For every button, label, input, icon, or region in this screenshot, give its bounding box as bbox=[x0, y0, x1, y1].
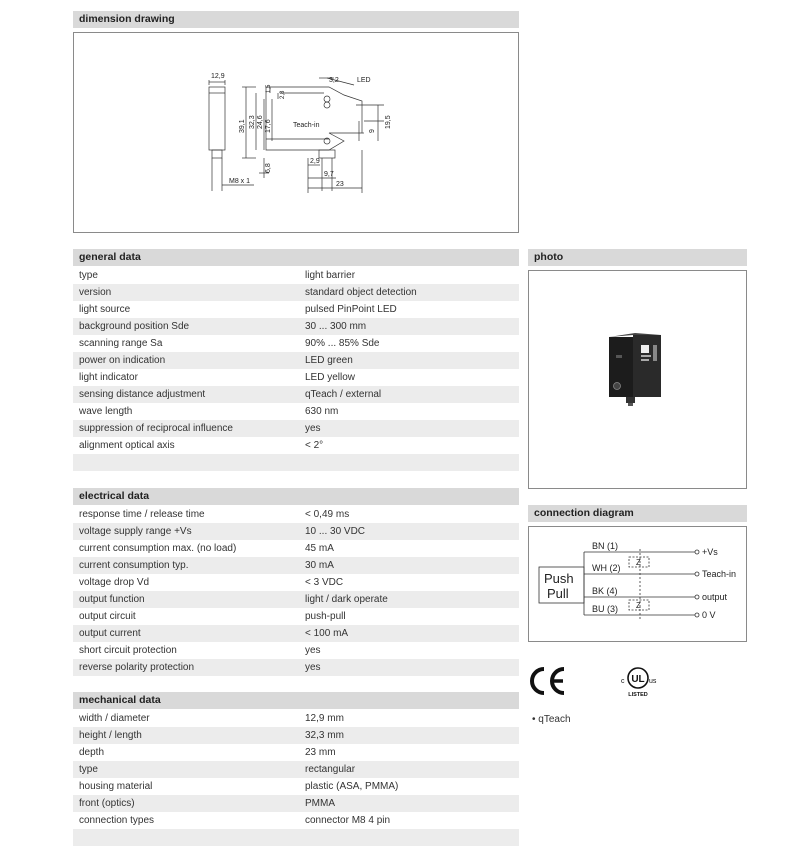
ul-us-text: us bbox=[649, 678, 657, 685]
table-row bbox=[73, 591, 519, 608]
row-value: pulsed PinPoint LED bbox=[305, 304, 397, 315]
row-label: response time / release time bbox=[79, 509, 205, 520]
table-row bbox=[73, 352, 519, 369]
dim-label: 32,3 bbox=[249, 115, 256, 129]
dim-label: 6,8 bbox=[265, 163, 272, 173]
photo-frame bbox=[528, 270, 747, 489]
dim-label: 24,6 bbox=[257, 115, 264, 129]
table-row bbox=[73, 301, 519, 318]
table-row bbox=[73, 625, 519, 642]
wire-signal: Teach-in bbox=[702, 569, 737, 579]
row-label: output function bbox=[79, 594, 145, 605]
table-row bbox=[73, 727, 519, 744]
connection-diagram-frame bbox=[528, 526, 747, 642]
feature-item bbox=[532, 714, 571, 725]
table-row bbox=[73, 284, 519, 301]
photo-header: photo bbox=[528, 249, 747, 266]
row-label: background position Sde bbox=[79, 321, 190, 332]
connection-diagram bbox=[529, 527, 746, 641]
row-label: power on indication bbox=[79, 355, 166, 366]
dim-label: LED bbox=[357, 77, 371, 84]
ul-listed-text: LISTED bbox=[628, 692, 648, 698]
table-row bbox=[73, 795, 519, 812]
table-row bbox=[73, 642, 519, 659]
row-label: voltage drop Vd bbox=[79, 577, 150, 588]
table-row bbox=[73, 540, 519, 557]
dim-label: 19,5 bbox=[385, 115, 392, 129]
row-label: alignment optical axis bbox=[79, 440, 175, 451]
row-label: type bbox=[79, 764, 98, 775]
ce-mark-icon bbox=[527, 666, 569, 696]
row-value: 30 ... 300 mm bbox=[305, 321, 367, 332]
row-label: height / length bbox=[79, 730, 142, 741]
table-row bbox=[73, 437, 519, 454]
row-value: < 100 mA bbox=[305, 628, 349, 639]
row-value: 45 mA bbox=[305, 543, 334, 554]
wire-signal: +Vs bbox=[702, 547, 718, 557]
table-row bbox=[73, 386, 519, 403]
row-label: housing material bbox=[79, 781, 153, 792]
row-label: light indicator bbox=[79, 372, 138, 383]
dim-label: 9 bbox=[369, 129, 376, 133]
row-value: 32,3 mm bbox=[305, 730, 344, 741]
row-value: PMMA bbox=[305, 798, 335, 809]
wire-signal: 0 V bbox=[702, 610, 716, 620]
row-label: current consumption max. (no load) bbox=[79, 543, 237, 554]
row-value: standard object detection bbox=[305, 287, 417, 298]
pull-label: Pull bbox=[547, 586, 569, 601]
row-label: type bbox=[79, 270, 98, 281]
row-label: reverse polarity protection bbox=[79, 662, 195, 673]
row-value: qTeach / external bbox=[305, 389, 382, 400]
row-label: output current bbox=[79, 628, 141, 639]
zener-label: Z bbox=[636, 558, 641, 567]
table-row bbox=[73, 574, 519, 591]
dim-label: 1,5 bbox=[266, 84, 272, 93]
row-value: 630 nm bbox=[305, 406, 339, 417]
row-value: yes bbox=[305, 423, 321, 434]
dimension-drawing-header: dimension drawing bbox=[73, 11, 519, 28]
table-row bbox=[73, 523, 519, 540]
ul-listed-mark-icon bbox=[613, 665, 663, 699]
table-row bbox=[73, 710, 519, 727]
dim-label: 17,6 bbox=[265, 119, 272, 133]
row-label: current consumption typ. bbox=[79, 560, 189, 571]
table-row bbox=[73, 506, 519, 523]
table-row bbox=[73, 829, 519, 846]
bullet-icon: • bbox=[532, 714, 536, 725]
row-value: light barrier bbox=[305, 270, 356, 281]
row-label: depth bbox=[79, 747, 105, 758]
row-label: light source bbox=[79, 304, 131, 315]
table-row bbox=[73, 761, 519, 778]
ul-c-text: c bbox=[621, 678, 625, 685]
table-row bbox=[73, 267, 519, 284]
connection-diagram-header: connection diagram bbox=[528, 505, 747, 522]
row-label: width / diameter bbox=[79, 713, 150, 724]
push-label: Push bbox=[544, 571, 574, 586]
wire-code: BN (1) bbox=[592, 541, 619, 551]
table-row bbox=[73, 659, 519, 676]
row-value: < 0,49 ms bbox=[305, 509, 350, 520]
row-value: rectangular bbox=[305, 764, 356, 775]
dim-label: 2,8 bbox=[280, 90, 286, 99]
row-label: front (optics) bbox=[79, 798, 135, 809]
table-row bbox=[73, 454, 519, 471]
table-row bbox=[73, 318, 519, 335]
table-row bbox=[73, 744, 519, 761]
dim-label: 3,2 bbox=[329, 77, 339, 84]
row-label: suppression of reciprocal influence bbox=[79, 423, 233, 434]
row-label: connection types bbox=[79, 815, 155, 826]
row-label: wave length bbox=[79, 406, 133, 417]
row-label: voltage supply range +Vs bbox=[79, 526, 192, 537]
row-value: plastic (ASA, PMMA) bbox=[305, 781, 399, 792]
row-label: sensing distance adjustment bbox=[79, 389, 206, 400]
row-value: 12,9 mm bbox=[305, 713, 344, 724]
dimension-drawing-frame bbox=[73, 32, 519, 233]
row-label: short circuit protection bbox=[79, 645, 177, 656]
row-label: version bbox=[79, 287, 112, 298]
zener-label: Z bbox=[636, 601, 641, 610]
general-data-table bbox=[73, 267, 519, 471]
mechanical-data-table bbox=[73, 710, 519, 846]
electrical-data-header: electrical data bbox=[73, 488, 519, 505]
dim-label: 39,1 bbox=[239, 119, 246, 133]
dim-label: 9,7 bbox=[324, 171, 334, 178]
dim-label: Teach-in bbox=[293, 122, 320, 129]
dim-label: M8 x 1 bbox=[229, 178, 251, 185]
mechanical-data-header: mechanical data bbox=[73, 692, 519, 709]
row-value: LED yellow bbox=[305, 372, 356, 383]
row-value: 10 ... 30 VDC bbox=[305, 526, 366, 537]
table-row bbox=[73, 812, 519, 829]
row-value: 30 mA bbox=[305, 560, 334, 571]
table-row bbox=[73, 608, 519, 625]
table-row bbox=[73, 557, 519, 574]
row-label: output circuit bbox=[79, 611, 136, 622]
row-value: yes bbox=[305, 645, 321, 656]
row-value: push-pull bbox=[305, 611, 346, 622]
row-value: light / dark operate bbox=[305, 594, 388, 605]
row-value: < 2° bbox=[305, 440, 324, 451]
row-value: < 3 VDC bbox=[305, 577, 344, 588]
table-row bbox=[73, 403, 519, 420]
dim-label: 12,9 bbox=[211, 73, 225, 80]
row-value: 23 mm bbox=[305, 747, 336, 758]
table-row bbox=[73, 335, 519, 352]
dim-label: 2,9 bbox=[310, 158, 320, 165]
table-row bbox=[73, 420, 519, 437]
wire-code: WH (2) bbox=[592, 563, 621, 573]
row-value: connector M8 4 pin bbox=[305, 815, 391, 826]
wire-code: BU (3) bbox=[592, 604, 619, 614]
table-row bbox=[73, 778, 519, 795]
table-row bbox=[73, 369, 519, 386]
row-value: 90% ... 85% Sde bbox=[305, 338, 380, 349]
wire-code: BK (4) bbox=[592, 586, 618, 596]
ul-mark-text: UL bbox=[631, 674, 645, 685]
dim-label: 23 bbox=[336, 181, 344, 188]
row-value: LED green bbox=[305, 355, 353, 366]
product-photo bbox=[529, 271, 746, 488]
general-data-header: general data bbox=[73, 249, 519, 266]
electrical-data-table bbox=[73, 506, 519, 676]
wire-signal: output bbox=[702, 592, 728, 602]
feature-text: qTeach bbox=[538, 714, 571, 725]
dimension-drawing bbox=[74, 33, 518, 232]
row-value: yes bbox=[305, 662, 321, 673]
row-label: scanning range Sa bbox=[79, 338, 163, 349]
